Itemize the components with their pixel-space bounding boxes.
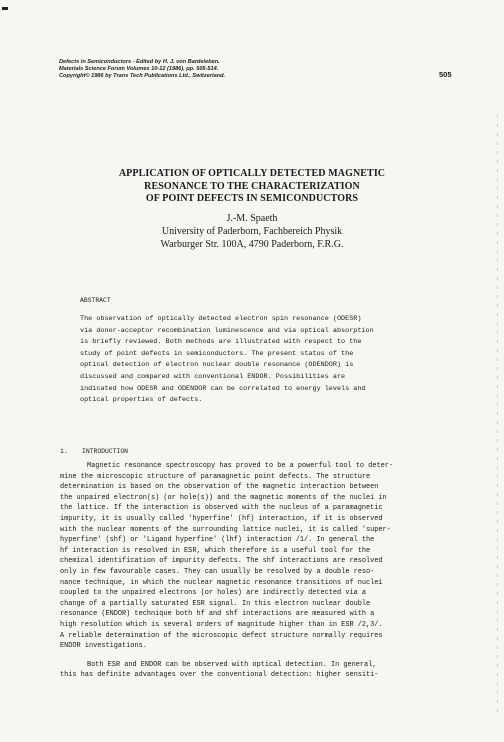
- header-volume-line: Materials Science Forum Volumes 10-12 (1986), pp. 505-514.: [59, 65, 219, 72]
- body-line: the lattice. If the interaction is observed with the nucleus of a paramagnetic: [60, 504, 383, 513]
- body-line: chemical identification of impurity defects. The shf interactions are resolved: [60, 557, 383, 566]
- body-line: mine the microscopic structure of paramagnetic point defects. The structure: [60, 472, 371, 481]
- page-number: 505: [439, 70, 452, 79]
- abstract-line: The observation of optically detected electron spin resonance (ODESR): [80, 315, 362, 323]
- paragraph-gap: [60, 652, 460, 660]
- abstract-line: optical detection of electron nuclear double resonance (ODENDOR) is: [80, 361, 354, 370]
- body-line: ENDOR investigations.: [60, 642, 147, 651]
- body-line: Both ESR and ENDOR can be observed with optical detection. In general,: [87, 660, 377, 669]
- body-line: the unpaired electron(s) (or hole(s)) and the magnetic moments of the nuclei in: [60, 493, 387, 502]
- header-editor-line: Defects in Semiconductors - Edited by H. J. von Bardeleben.: [59, 59, 220, 65]
- publication-header: [59, 59, 439, 79]
- body-line: hyperfine' (shf) or 'Ligand hyperfine' (lhf) interaction /1/. In general the: [60, 536, 375, 545]
- body-line: nance technique, in which the nuclear magnetic resonance transitions of nuclei: [60, 578, 383, 587]
- body-line: determination is based on the observation of the magnetic interaction between: [60, 483, 379, 492]
- body-line: Magnetic resonance spectroscopy has proved to be a powerful tool to deter-: [87, 462, 393, 470]
- body-line: impurity, it is usually called 'hyperfine' (hf) interaction, if it is observed: [60, 514, 383, 523]
- title-line: OF POINT DEFECTS IN SEMICONDUCTORS: [145, 193, 359, 204]
- author-name: J.-M. Spaeth: [226, 213, 278, 224]
- author-address: Warburger Str. 100A, 4790 Paderborn, F.R.G.: [160, 239, 344, 250]
- abstract-heading: ABSTRACT: [80, 297, 111, 304]
- paper-title: [0, 168, 504, 206]
- abstract-line: via donor-acceptor recombination luminescence and via optical absorption: [80, 326, 374, 335]
- abstract-line: indicated how ODESR and ODENDOR can be correlated to energy levels and: [80, 384, 366, 393]
- author-affiliation: University of Paderborn, Fachbereich Physik: [161, 226, 343, 237]
- body-line: only in few favourable cases. They can usually be resolved by a double reso-: [60, 567, 375, 576]
- title-line: APPLICATION OF OPTICALLY DETECTED MAGNETIC: [118, 168, 386, 179]
- introduction-body: [60, 461, 460, 681]
- body-line: A reliable determination of the microscopic defect structure normally requires: [60, 631, 383, 640]
- body-line: this has definite advantages over the conventional detection: higher sensiti-: [60, 671, 379, 680]
- body-line: coupled to the unpaired electrons (or holes) are indirectly detected via a: [60, 589, 366, 598]
- body-line: high resolution which is several orders of magnitude higher than in ESR /2,3/.: [60, 620, 383, 629]
- abstract-line: is briefly reviewed. Both methods are illustrated with respect to the: [80, 338, 362, 347]
- header-copyright-line: Copyright© 1986 by Trans Tech Publications Ltd., Switzerland.: [59, 72, 226, 79]
- abstract-body: [80, 314, 465, 407]
- section-number: 1.: [60, 448, 68, 455]
- author-block: [0, 212, 504, 251]
- section-heading: [60, 448, 128, 455]
- body-line: resonance (ENDOR) technique both hf and shf interactions are measured with a: [60, 610, 375, 619]
- abstract-line: optical properties of defects.: [80, 396, 203, 405]
- title-line: RESONANCE TO THE CHARACTERIZATION: [144, 180, 360, 192]
- body-line: with the nuclear moments of the surrounding lattice nuclei, it is called 'super-: [60, 525, 391, 534]
- section-title: INTRODUCTION: [82, 448, 129, 455]
- abstract-line: discussed and compared with conventional ENDOR. Possibilities are: [80, 372, 346, 381]
- body-line: change of a partially saturated ESR signal. In this electron nuclear double: [60, 599, 371, 608]
- abstract-line: study of point defects in semiconductors. The present status of the: [80, 349, 354, 358]
- scan-mark: [2, 7, 8, 10]
- body-line: hf interaction is resolved in ESR, which therefore is a useful tool for the: [60, 546, 371, 555]
